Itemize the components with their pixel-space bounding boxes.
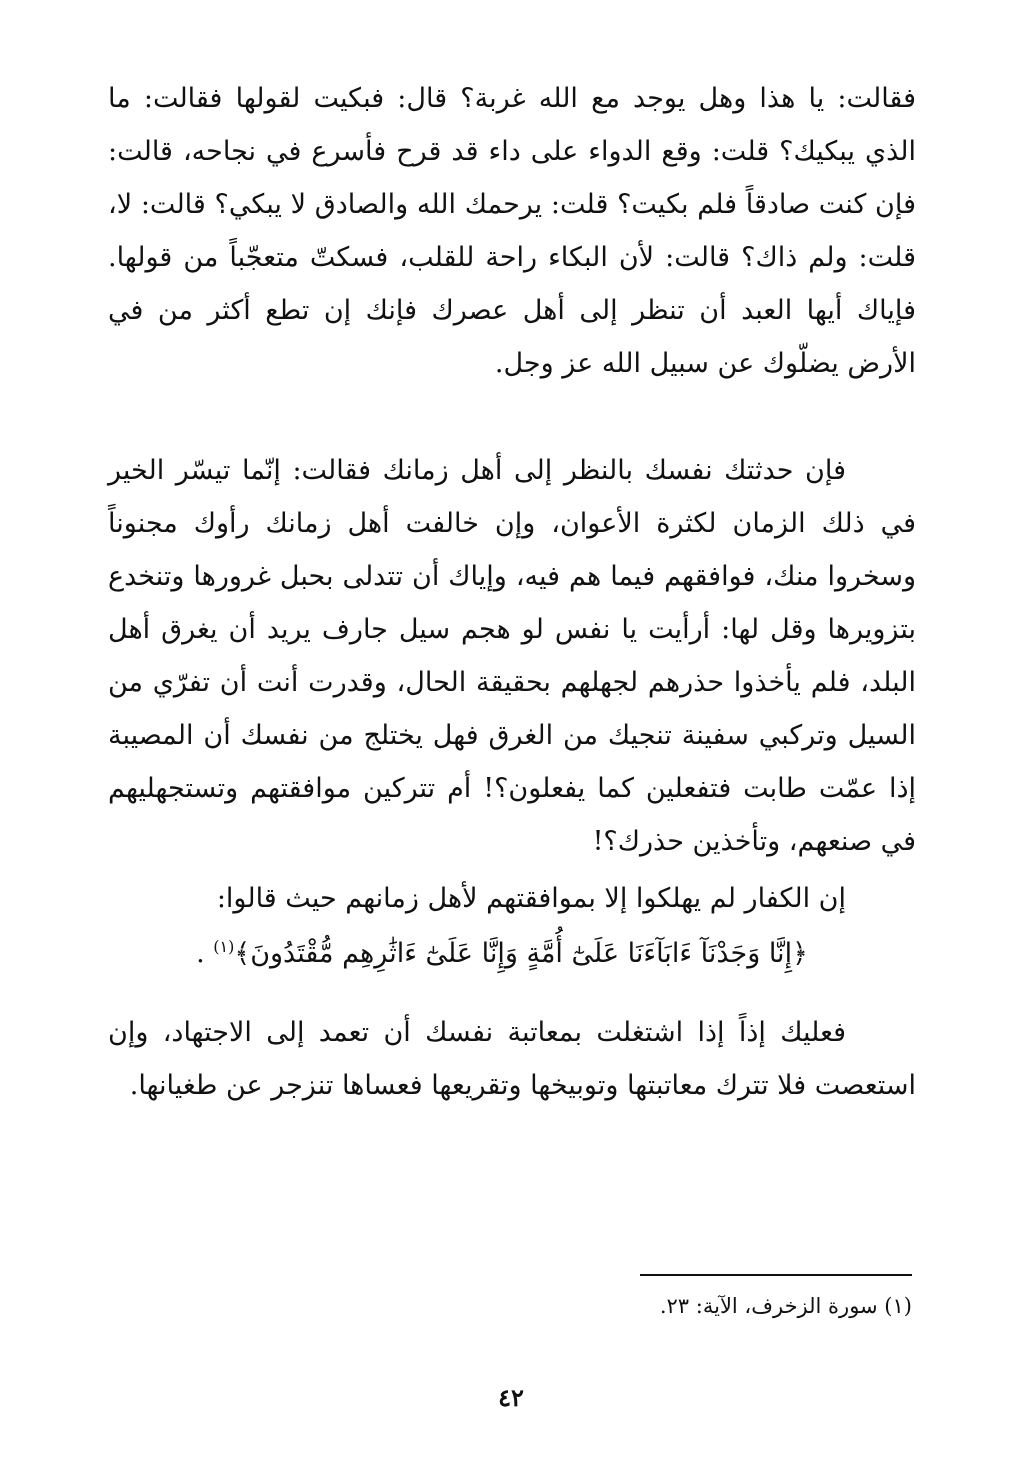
verse-text: ﴿إِنَّا وَجَدْنَآ ءَابَآءَنَا عَلَىٰٓ أُمَّةٍ وَإِنَّا عَلَىٰٓ ءَاثَٰرِهِم مُّقْتَدُونَ﴾: [234, 938, 808, 969]
footnote-marker: (١): [213, 937, 235, 956]
paragraph-2: فإن حدثتك نفسك بالنظر إلى أهل زمانك فقالت: إنّما تيسّر الخير في ذلك الزمان لكثرة الأعوان، وإن خالفت أهل زمانك رأوك مجنوناً وسخروا منك، فوافقهم فيما هم فيه، وإياك أن تتدلى بحبل غرورها وتنخدع بتزويرها وقل لها: أرأيت يا نفس لو هجم سيل جارف يريد أن يغرق أهل البلد، فلم يأخذوا حذرهم لجهلهم بحقيقة الحال، وقدرت أنت أن تفرّي من السيل وتركبي سفينة تنجيك من الغرق فهل يختلج من نفسك أن المصيبة إذا عمّت طابت فتفعلين كما يفعلون؟! أم تتركين موافقتهم وتستجهليهم في صنعهم، وتأخذين حذرك؟!: [108, 455, 916, 857]
paragraph-4: فعليك إذاً إذا اشتغلت بمعاتبة نفسك أن تعمد إلى الاجتهاد، وإن استعصت فلا تترك معاتبتها وتوبيخها وتقريعها فعساها تنزجر عن طغيانها.: [108, 1017, 916, 1101]
page-number: ٤٢: [498, 1383, 524, 1412]
footnote: (١) سورة الزخرف، الآية: ٢٣.: [659, 1294, 912, 1318]
footnote-divider: [640, 1274, 912, 1276]
quran-verse: [108, 928, 916, 980]
paragraph-3: إن الكفار لم يهلكوا إلا بموافقتهم لأهل زمانهم حيث قالوا:: [216, 883, 846, 914]
verse-trailing-period: .: [196, 938, 205, 969]
paragraph-1: فقالت: يا هذا وهل يوجد مع الله غربة؟ قال: فبكيت لقولها فقالت: ما الذي يبكيك؟ قلت: وقع الدواء على داء قد قرح فأسرع في نجاحه، قالت: فإن كنت صادقاً فلم بكيت؟ قلت: يرحمك الله والصادق لا يبكي؟ قالت: لا، قلت: ولم ذاك؟ قالت: لأن البكاء راحة للقلب، فسكتّ متعجّباً من قولها. فإياك أيها العبد أن تنظر إلى أهل عصرك فإنك إن تطع أكثر من في الأرض يضلّوك عن سبيل الله عز وجل.: [108, 83, 916, 379]
